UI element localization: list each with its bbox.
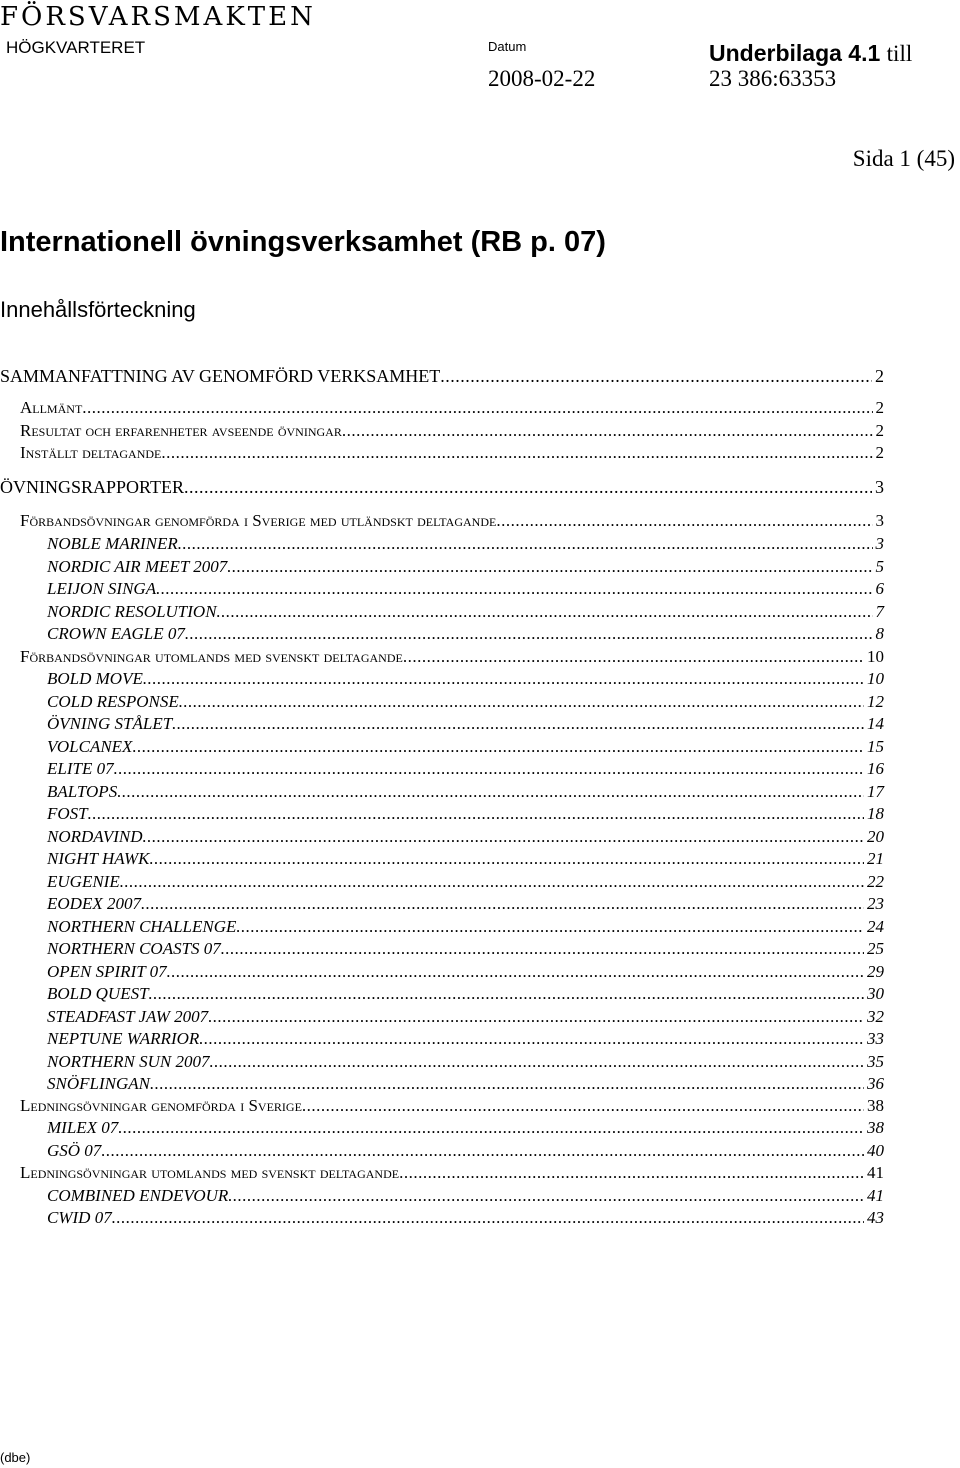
toc-entry-page: 3 [875, 534, 884, 553]
toc-entry-label: Ledningsövningar utomlands med svenskt deltagande [20, 1163, 400, 1182]
toc-entry [0, 962, 884, 982]
toc-entry-label: NORTHERN COASTS 07 [47, 939, 221, 958]
toc-entry-label: ELITE 07 [47, 759, 114, 778]
toc-dot-leader [399, 1163, 864, 1183]
toc-entry [0, 477, 884, 497]
toc-entry-label: CWID 07 [47, 1208, 112, 1227]
toc-entry-label: COMBINED ENDEVOUR [47, 1186, 229, 1205]
toc-dot-leader [221, 939, 864, 959]
toc-entry-page: 5 [875, 557, 884, 576]
toc-entry-label: STEADFAST JAW 2007 [47, 1007, 209, 1026]
toc-entry-page: 35 [867, 1052, 884, 1071]
toc-entry-label: CROWN EAGLE 07 [47, 624, 185, 643]
unit-name: HÖGKVARTERET [6, 38, 146, 57]
toc-dot-leader [150, 1074, 864, 1094]
toc-entry-page: 30 [867, 984, 884, 1003]
organization-name: FÖRSVARSMAKTEN [0, 2, 316, 32]
toc-entry [0, 894, 884, 914]
toc-entry [0, 984, 884, 1004]
toc-entry [0, 1029, 884, 1049]
toc-entry-page: 2 [875, 398, 884, 417]
attachment-suffix: till [886, 41, 913, 66]
toc-entry-page: 25 [867, 939, 884, 958]
document-title: Internationell övningsverksamhet (RB p. 07) [0, 226, 606, 258]
toc-dot-leader [199, 1029, 864, 1049]
toc-entry [0, 917, 884, 937]
attachment-label: Underbilaga 4.1 [709, 40, 881, 66]
toc-entry [0, 669, 884, 689]
date-label: Datum [488, 39, 527, 54]
toc-entry-label: NIGHT HAWK [47, 849, 150, 868]
toc-entry [0, 557, 884, 577]
toc-entry-label: Resultat och erfarenheter avseende övningar [20, 421, 342, 440]
toc-dot-leader [101, 1141, 864, 1161]
toc-dot-leader [217, 602, 873, 622]
toc-entry [0, 1052, 884, 1072]
toc-entry-page: 3 [875, 511, 884, 530]
toc-entry-page: 40 [867, 1141, 884, 1160]
toc-entry-page: 22 [867, 872, 884, 891]
toc-entry-label: NORDIC AIR MEET 2007 [47, 557, 228, 576]
toc-dot-leader [209, 1052, 864, 1072]
toc-dot-leader [161, 443, 872, 463]
toc-entry [0, 1141, 884, 1161]
toc-entry [0, 1186, 884, 1206]
toc-dot-leader [88, 804, 864, 824]
toc-dot-leader [149, 984, 864, 1004]
toc-dot-leader [342, 421, 873, 441]
toc-entry-page: 23 [867, 894, 884, 913]
toc-dot-leader [156, 579, 872, 599]
toc-dot-leader [112, 1208, 864, 1228]
toc-entry-page: 17 [867, 782, 884, 801]
toc-entry-page: 12 [867, 692, 884, 711]
toc-entry-label: Förbandsövningar utomlands med svenskt deltagande [20, 647, 403, 666]
toc-entry [0, 1208, 884, 1228]
attachment-heading [709, 40, 912, 67]
toc-entry-page: 21 [867, 849, 884, 868]
toc-dot-leader [179, 692, 864, 712]
toc-dot-leader [143, 669, 864, 689]
toc-entry-page: 41 [867, 1163, 884, 1182]
document-date: 2008-02-22 [488, 66, 596, 91]
toc-entry-label: Inställt deltagande [20, 443, 162, 462]
toc-dot-leader [114, 759, 864, 779]
toc-dot-leader [132, 737, 864, 757]
toc-entry-page: 6 [875, 579, 884, 598]
toc-entry [0, 647, 884, 667]
toc-entry-page: 10 [867, 647, 884, 666]
toc-entry-page: 2 [875, 421, 884, 440]
toc-entry-label: FOST [47, 804, 88, 823]
toc-entry [0, 366, 884, 386]
toc-entry-label: GSÖ 07 [47, 1141, 102, 1160]
toc-entry [0, 398, 884, 418]
toc-entry-page: 2 [875, 443, 884, 462]
toc-dot-leader [178, 534, 873, 554]
toc-entry-label: NORDAVIND [47, 827, 143, 846]
toc-entry-page: 2 [875, 366, 884, 386]
toc-entry [0, 624, 884, 644]
toc-entry [0, 782, 884, 802]
toc-dot-leader [227, 557, 872, 577]
toc-entry [0, 759, 884, 779]
toc-entry-page: 43 [867, 1208, 884, 1227]
toc-entry [0, 1007, 884, 1027]
toc-entry-label: VOLCANEX [47, 737, 133, 756]
toc-entry-label: Förbandsövningar genomförda i Sverige med utländskt deltagande [20, 511, 497, 530]
toc-entry-label: ÖVNINGSRAPPORTER [0, 477, 184, 497]
reference-number: 23 386:63353 [709, 66, 837, 91]
toc-entry-page: 10 [867, 669, 884, 688]
toc-entry-page: 18 [867, 804, 884, 823]
toc-entry-label: Ledningsövningar genomförda i Sverige [20, 1096, 302, 1115]
toc-dot-leader [236, 917, 864, 937]
toc-dot-leader [172, 714, 864, 734]
toc-entry [0, 804, 884, 824]
toc-entry-page: 41 [867, 1186, 884, 1205]
toc-entry [0, 692, 884, 712]
toc-entry [0, 714, 884, 734]
toc-entry [0, 1096, 884, 1116]
toc-entry-label: SAMMANFATTNING AV GENOMFÖRD VERKSAMHET [0, 366, 441, 386]
toc-entry [0, 737, 884, 757]
toc-entry-page: 16 [867, 759, 884, 778]
toc-entry-label: MILEX 07 [47, 1118, 119, 1137]
toc-entry [0, 849, 884, 869]
toc-entry [0, 827, 884, 847]
toc-dot-leader [496, 511, 872, 531]
toc-dot-leader [149, 849, 864, 869]
toc-dot-leader [120, 872, 864, 892]
toc-entry-label: NORTHERN CHALLENGE [47, 917, 237, 936]
toc-entry-page: 29 [867, 962, 884, 981]
toc-entry-page: 8 [875, 624, 884, 643]
toc-entry-label: EUGENIE [47, 872, 120, 891]
toc-entry-label: ÖVNING STÅLET [47, 714, 173, 733]
toc-dot-leader [302, 1096, 864, 1116]
toc-entry-label: SNÖFLINGAN [47, 1074, 150, 1093]
toc-entry [0, 421, 884, 441]
page-indicator: Sida 1 (45) [852, 146, 955, 171]
toc-entry-label: BOLD MOVE [47, 669, 143, 688]
toc-entry-page: 36 [867, 1074, 884, 1093]
toc-entry-label: NOBLE MARINER [47, 534, 178, 553]
toc-entry-label: EODEX 2007 [47, 894, 141, 913]
toc-entry-page: 38 [867, 1096, 884, 1115]
toc-entry [0, 511, 884, 531]
toc-entry-page: 32 [867, 1007, 884, 1026]
toc-entry [0, 939, 884, 959]
toc-entry-page: 7 [875, 602, 884, 621]
toc-dot-leader [167, 962, 864, 982]
toc-entry-page: 38 [867, 1118, 884, 1137]
toc-dot-leader [185, 624, 873, 644]
toc-entry-label: Allmänt [20, 398, 83, 417]
toc-entry-label: NORDIC RESOLUTION [47, 602, 217, 621]
toc-entry [0, 602, 884, 622]
toc-entry [0, 872, 884, 892]
toc-entry [0, 534, 884, 554]
toc-dot-leader [118, 1118, 864, 1138]
toc-entry-page: 15 [867, 737, 884, 756]
toc-dot-leader [142, 827, 864, 847]
toc-entry [0, 579, 884, 599]
toc-dot-leader [184, 477, 872, 497]
toc-entry-label: BALTOPS [47, 782, 118, 801]
toc-dot-leader [440, 366, 872, 386]
toc-entry-page: 3 [875, 477, 884, 497]
toc-entry [0, 1163, 884, 1183]
toc-entry-page: 24 [867, 917, 884, 936]
toc-dot-leader [141, 894, 864, 914]
toc-entry [0, 1118, 884, 1138]
toc-entry-page: 33 [867, 1029, 884, 1048]
toc-dot-leader [117, 782, 864, 802]
toc-dot-leader [403, 647, 864, 667]
toc-entry-page: 14 [867, 714, 884, 733]
toc-entry-label: NEPTUNE WARRIOR [47, 1029, 200, 1048]
toc-entry-label: COLD RESPONSE [47, 692, 179, 711]
toc-entry-label: LEIJON SINGA [47, 579, 157, 598]
toc-heading: Innehållsförteckning [0, 297, 196, 322]
toc-entry-label: NORTHERN SUN 2007 [47, 1052, 210, 1071]
toc-entry-label: BOLD QUEST [47, 984, 149, 1003]
author-initials: (dbe) [0, 1450, 31, 1465]
toc-entry [0, 443, 884, 463]
toc-entry-label: OPEN SPIRIT 07 [47, 962, 167, 981]
toc-dot-leader [228, 1186, 864, 1206]
toc-entry-page: 20 [867, 827, 884, 846]
toc-dot-leader [208, 1007, 864, 1027]
toc-dot-leader [82, 398, 872, 418]
toc-entry [0, 1074, 884, 1094]
